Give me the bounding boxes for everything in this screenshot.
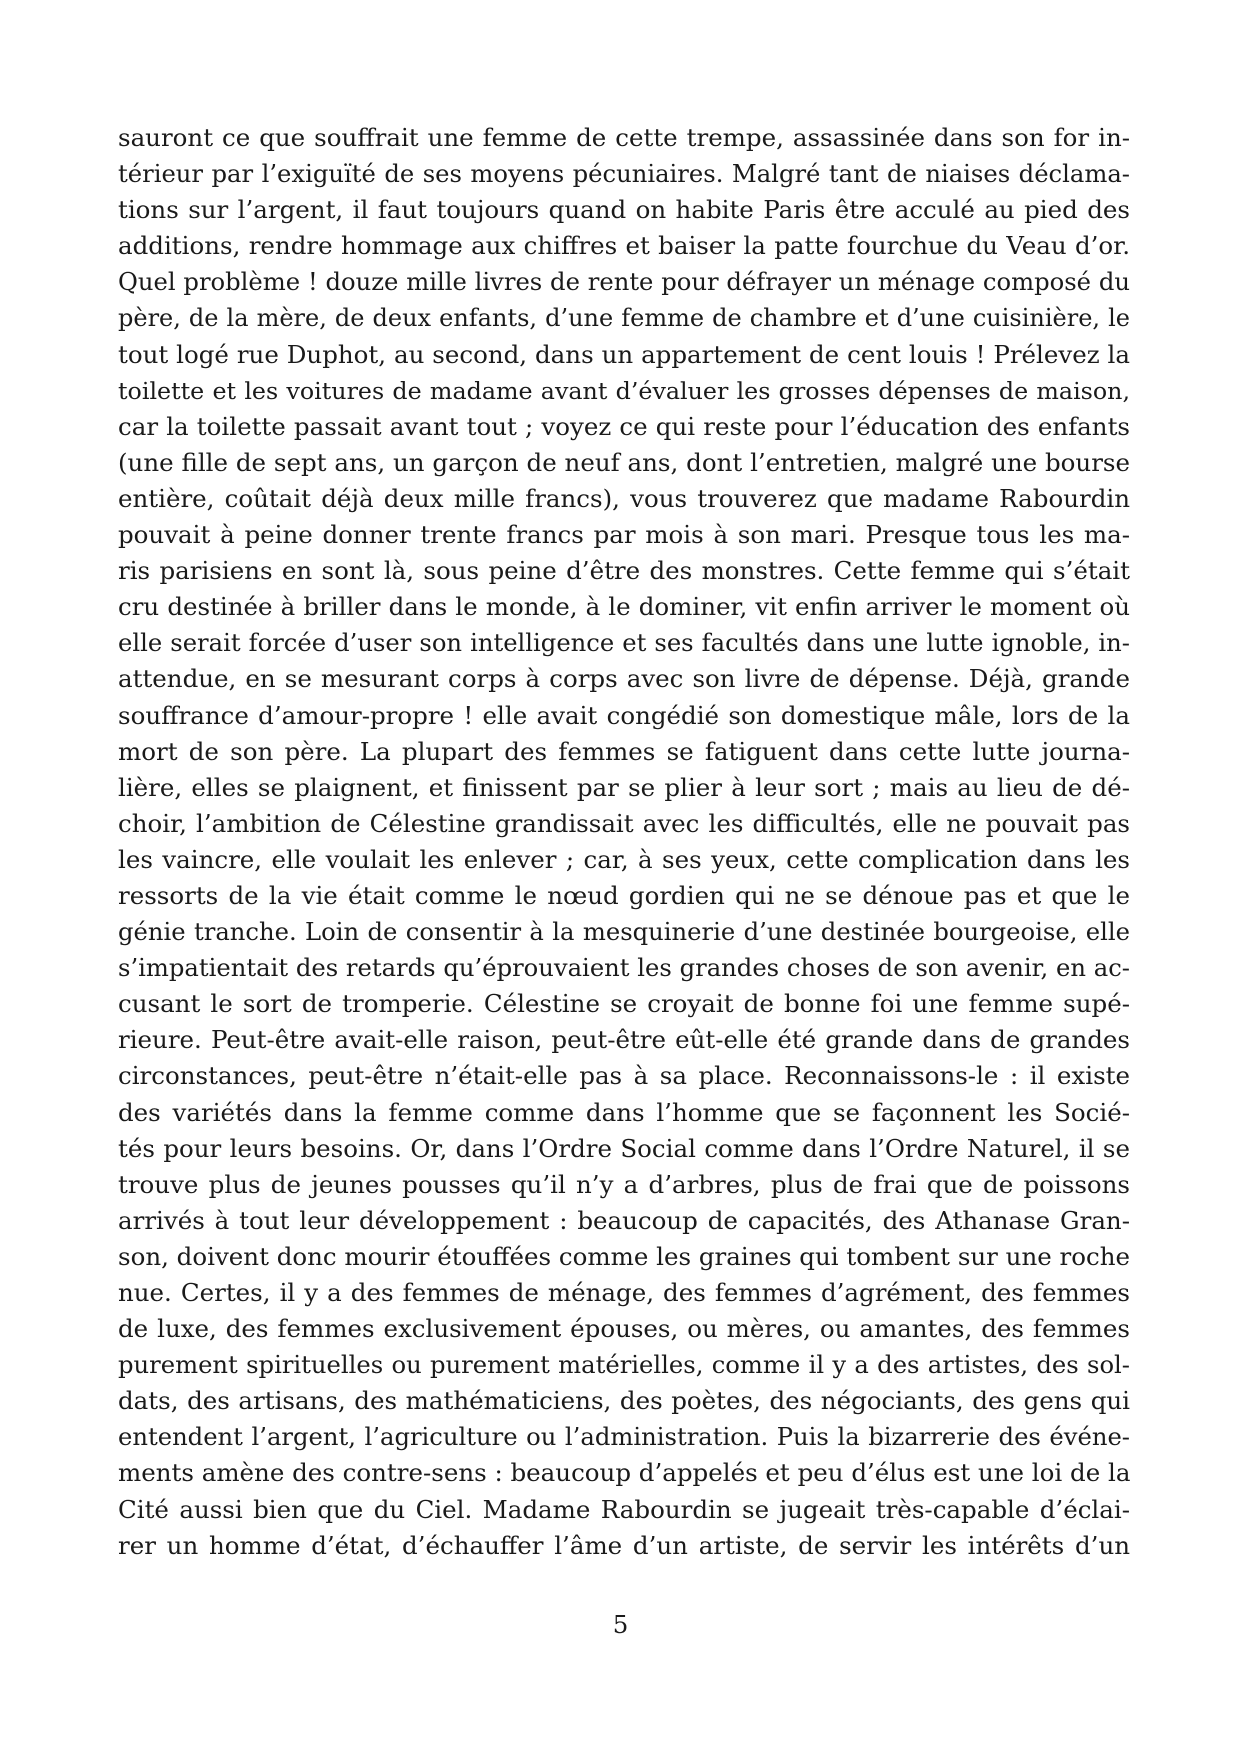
text-line: génie tranche. Loin de consentir à la mesquinerie d’une destinée bourgeoise, elle [118, 917, 1130, 947]
text-line: cusant le sort de tromperie. Célestine se croyait de bonne foi une femme supé- [118, 989, 1130, 1019]
text-line: ressorts de la vie était comme le nœud gordien qui ne se dénoue pas et que le [118, 880, 1130, 910]
text-line: trouve plus de jeunes pousses qu’il n’y a d’arbres, plus de frai que de poissons [118, 1169, 1130, 1199]
text-line: entière, coûtait déjà deux mille francs), vous trouverez que madame Rabourdin [118, 483, 1130, 513]
text-line: père, de la mère, de deux enfants, d’une femme de chambre et d’une cuisinière, le [118, 304, 1130, 333]
text-line: cru destinée à briller dans le monde, à le dominer, vit enfin arriver le moment où [118, 592, 1130, 622]
text-line: tout logé rue Duphot, au second, dans un appartement de cent louis ! Prélevez la [118, 339, 1130, 369]
text-line: entendent l’argent, l’agriculture ou l’administration. Puis la bizarrerie des événe- [118, 1422, 1130, 1452]
text-line: son, doivent donc mourir étouffées comme les graines qui tombent sur une roche [118, 1241, 1130, 1271]
text-line: de luxe, des femmes exclusivement épouses, ou mères, ou amantes, des femmes [118, 1314, 1130, 1344]
text-line: dats, des artisans, des mathématiciens, des poètes, des négociants, des gens qui [118, 1386, 1130, 1416]
text-line: (une fille de sept ans, un garçon de neuf ans, dont l’entretien, malgré une bourse [118, 447, 1130, 477]
text-line: choir, l’ambition de Célestine grandissait avec les difficultés, elle ne pouvait pas [118, 808, 1130, 838]
text-line: lière, elles se plaignent, et finissent par se plier à leur sort ; mais au lieu de dé- [118, 772, 1130, 802]
text-line: car la toilette passait avant tout ; voyez ce qui reste pour l’éducation des enfants [118, 411, 1130, 441]
text-line: mort de son père. La plupart des femmes se fatiguent dans cette lutte journa- [118, 736, 1130, 766]
text-line: pouvait à peine donner trente francs par mois à son mari. Presque tous les ma- [118, 520, 1130, 550]
text-line: circonstances, peut-être n’était-elle pas à sa place. Reconnaissons-le : il existe [118, 1061, 1130, 1091]
text-line: s’impatientait des retards qu’éprouvaient les grandes choses de son avenir, en ac- [118, 953, 1130, 983]
text-line: souffrance d’amour-propre ! elle avait congédié son domestique mâle, lors de la [118, 700, 1130, 730]
text-line: térieur par l’exiguïté de ses moyens pécuniaires. Malgré tant de niaises déclama- [118, 159, 1130, 189]
text-line: rieure. Peut-être avait-elle raison, peut-être eût-elle été grande dans de grandes [118, 1025, 1130, 1055]
text-line: additions, rendre hommage aux chiffres et baiser la patte fourchue du Veau d’or. [118, 231, 1130, 261]
text-line: tions sur l’argent, il faut toujours quand on habite Paris être acculé au pied des [118, 195, 1130, 225]
text-line: ments amène des contre-sens : beaucoup d’appelés et peu d’élus est une loi de la [118, 1458, 1130, 1488]
text-line: attendue, en se mesurant corps à corps avec son livre de dépense. Déjà, grande [118, 664, 1130, 694]
text-line: sauront ce que souffrait une femme de cette trempe, assassinée dans son for in- [118, 123, 1130, 152]
text-line: Cité aussi bien que du Ciel. Madame Rabourdin se jugeait très-capable d’éclai- [118, 1494, 1130, 1524]
page-number: 5 [612, 1610, 629, 1639]
text-line: arrivés à tout leur développement : beaucoup de capacités, des Athanase Gran- [118, 1205, 1130, 1235]
text-line: tés pour leurs besoins. Or, dans l’Ordre Social comme dans l’Ordre Naturel, il se [118, 1133, 1130, 1163]
text-line: ris parisiens en sont là, sous peine d’être des monstres. Cette femme qui s’était [118, 556, 1130, 586]
text-line: nue. Certes, il y a des femmes de ménage, des femmes d’agrément, des femmes [118, 1278, 1130, 1307]
text-line: elle serait forcée d’user son intelligence et ses facultés dans une lutte ignoble, in- [118, 628, 1130, 658]
text-line: les vaincre, elle voulait les enlever ; car, à ses yeux, cette complication dans les [118, 844, 1130, 874]
body-text [118, 120, 1130, 1564]
text-line: des variétés dans la femme comme dans l’homme que se façonnent les Socié- [118, 1097, 1130, 1127]
text-line: toilette et les voitures de madame avant d’évaluer les grosses dépenses de maison, [118, 376, 1130, 405]
text-line: rer un homme d’état, d’échauffer l’âme d’un artiste, de servir les intérêts d’un [118, 1530, 1130, 1560]
text-line: Quel problème ! douze mille livres de rente pour défrayer un ménage composé du [118, 267, 1130, 297]
text-line: purement spirituelles ou purement matérielles, comme il y a des artistes, des sol- [118, 1350, 1130, 1380]
